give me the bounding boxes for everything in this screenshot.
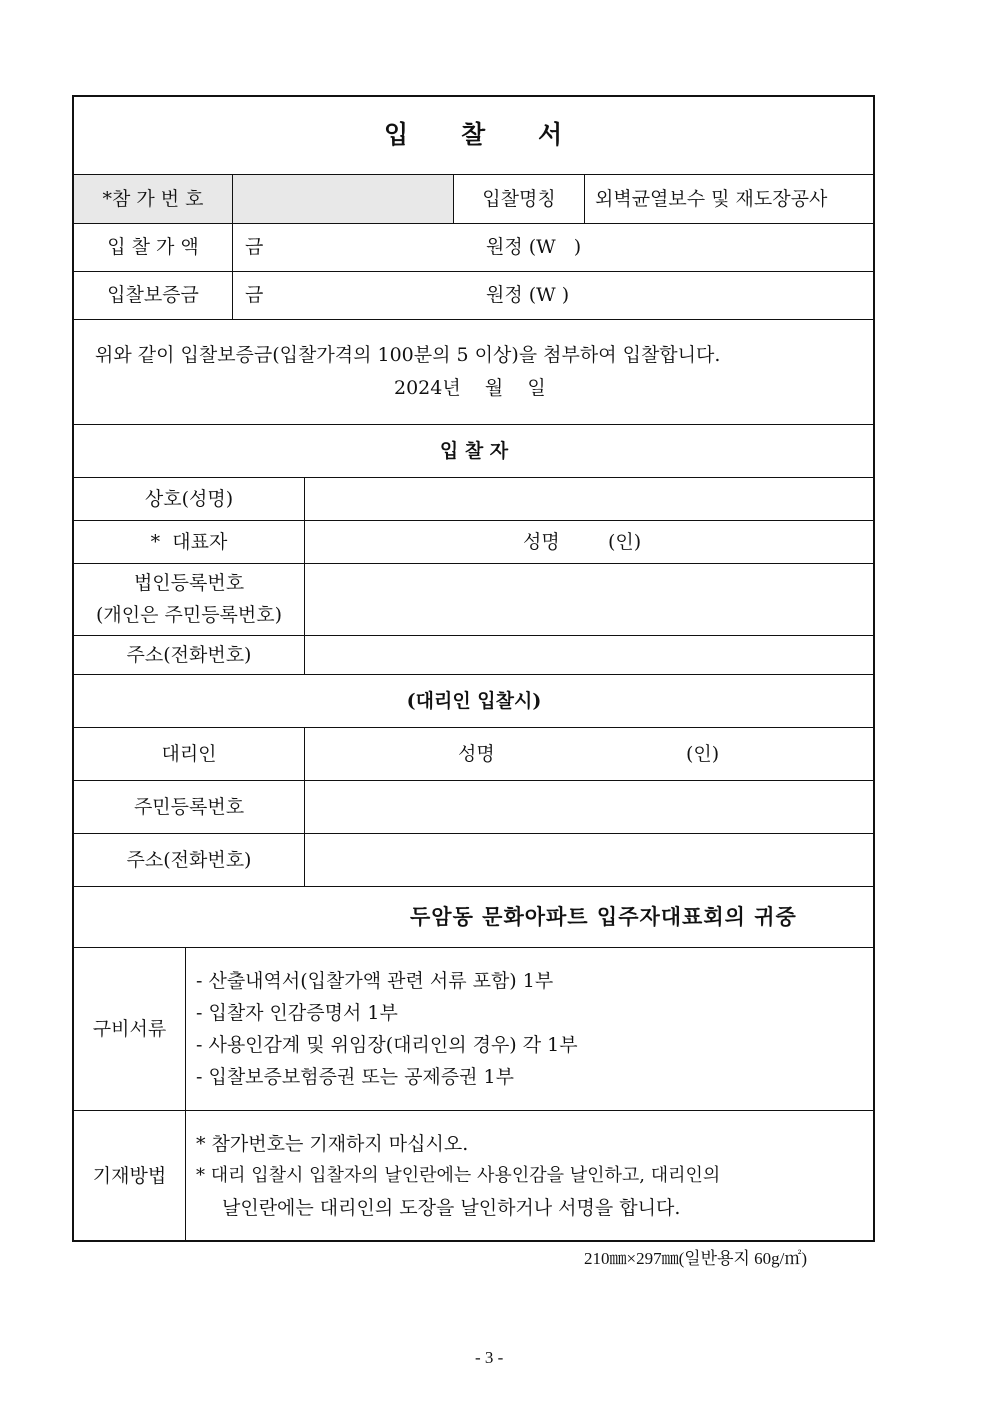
- instruction-line-2: * 대리 입찰시 입찰자의 날인란에는 사용인감을 날인하고, 대리인의: [196, 1165, 721, 1186]
- representative-name-seal: 성명 (인): [523, 531, 642, 553]
- representative-label: * 대표자: [150, 531, 228, 553]
- form-title-char-3: 서: [538, 120, 563, 149]
- participant-no-value-field[interactable]: [233, 175, 453, 223]
- bid-amount-label: 입 찰 가 액: [107, 236, 199, 258]
- list-item: - 산출내역서(입찰가액 관련 서류 포함) 1부: [196, 970, 554, 992]
- documents-label: 구비서류: [92, 1018, 167, 1040]
- list-item: - 입찰보증보험증권 또는 공제증권 1부: [196, 1066, 514, 1088]
- form-title-char-1: 입: [384, 120, 409, 149]
- form-title-char-2: 찰: [461, 120, 486, 149]
- instruction-line-3: 날인란에는 대리인의 도장을 날인하거나 서명을 합니다.: [222, 1197, 681, 1219]
- bidder-section-title: 입 찰 자: [439, 440, 509, 462]
- corp-reg-no-label: 법인등록번호: [133, 572, 245, 594]
- agent-label: 대리인: [161, 743, 217, 765]
- agent-address-label: 주소(전화번호): [126, 849, 252, 871]
- documents-list: [196, 965, 578, 1093]
- agent-section-title: (대리인 입찰시): [406, 690, 542, 712]
- bid-statement: 위와 같이 입찰보증금(입찰가격의 100분의 5 이상)을 첨부하여 입찰합니다.: [95, 344, 721, 366]
- deposit-label: 입찰보증금: [107, 284, 199, 306]
- company-label: 상호(성명): [144, 488, 234, 510]
- agent-id-label: 주민등록번호: [133, 796, 245, 818]
- instructions-label: 기재방법: [92, 1165, 167, 1187]
- recipient: 두암동 문화아파트 입주자대표회의 귀중: [410, 904, 797, 929]
- bid-amount-suffix: 원정 (W ): [486, 236, 582, 258]
- personal-reg-no-note: (개인은 주민등록번호): [95, 604, 283, 626]
- bidder-address-label: 주소(전화번호): [126, 644, 252, 666]
- deposit-prefix: 금: [245, 284, 264, 306]
- agent-seal: (인): [686, 743, 720, 765]
- instruction-line-1: * 참가번호는 기재하지 마십시오.: [196, 1133, 469, 1155]
- bid-amount-prefix: 금: [245, 236, 264, 258]
- list-item: - 사용인감계 및 위임장(대리인의 경우) 각 1부: [196, 1034, 578, 1056]
- bid-date: 2024년 월 일: [394, 377, 546, 399]
- bid-name-label: 입찰명칭: [482, 188, 556, 210]
- page-number: - 3 -: [475, 1348, 504, 1367]
- list-item: - 입찰자 인감증명서 1부: [196, 1002, 398, 1024]
- bid-name-value: 외벽균열보수 및 재도장공사: [595, 188, 828, 210]
- participant-no-label: *참 가 번 호: [102, 188, 204, 210]
- agent-name-label: 성명: [458, 743, 495, 765]
- deposit-suffix: 원정 (W ): [486, 284, 570, 306]
- paper-spec: 210㎜×297㎜(일반용지 60g/㎡): [584, 1249, 808, 1268]
